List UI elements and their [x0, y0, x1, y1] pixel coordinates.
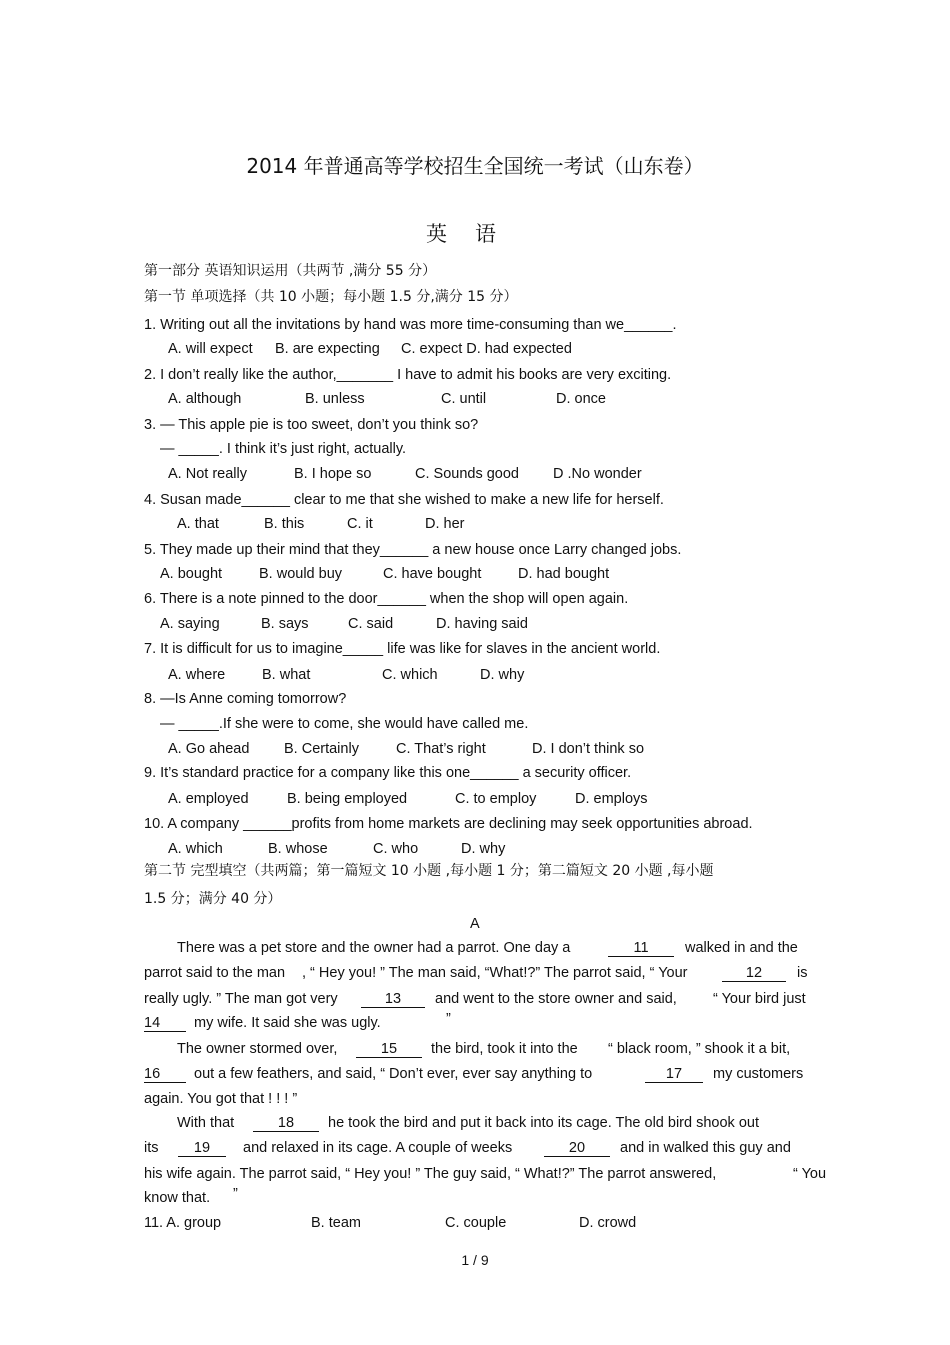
option: C. which — [382, 667, 438, 683]
passage-text: is — [797, 965, 808, 981]
passage-text: “ black room, ” shook it a bit, — [608, 1041, 791, 1057]
question-stem: 9. It’s standard practice for a company like this one______ a security officer. — [144, 765, 632, 781]
passage-text: and relaxed in its cage. A couple of weeks — [243, 1140, 513, 1156]
question-reply: — _____.If she were to come, she would have called me. — [160, 716, 529, 732]
option: B. being employed — [287, 791, 408, 807]
passage-text: “ You — [793, 1166, 827, 1182]
passage-text: he took the bird and put it back into its cage. The old bird shook out — [328, 1115, 759, 1131]
blank-11: 11 — [608, 939, 674, 957]
blank-18: 18 — [253, 1114, 319, 1132]
passage-text: , “ Hey you! ” The man said, “What!?” The parrot said, “ Your — [302, 965, 688, 981]
option: B. says — [261, 616, 309, 632]
question-stem: 6. There is a note pinned to the door______ when the shop will open again. — [144, 591, 629, 607]
passage-text: out a few feathers, and said, “ Don’t ever, ever say anything to — [194, 1066, 593, 1082]
question-stem: 11. A. group — [144, 1215, 222, 1231]
passage-text: again. You got that ! ! ! ” — [144, 1091, 298, 1107]
option: C. That’s right — [396, 741, 486, 757]
option: C. it — [347, 516, 373, 532]
exam-title: 2014 年普通高等学校招生全国统一考试（山东卷） — [246, 154, 704, 178]
option: D. employs — [575, 791, 648, 807]
question-stem: 1. Writing out all the invitations by hand was more time-consuming than we______. — [144, 317, 677, 333]
option: B. unless — [305, 391, 365, 407]
option: C. Sounds good — [415, 466, 519, 482]
blank-19: 19 — [178, 1139, 226, 1157]
question-stem: 7. It is difficult for us to imagine_____ life was like for slaves in the ancient world. — [144, 641, 661, 657]
blank-13: 13 — [361, 990, 425, 1008]
question-stem: 2. I don’t really like the author,_______ I have to admit his books are very exciting. — [144, 367, 672, 383]
option: D .No wonder — [553, 466, 642, 482]
passage-text: really ugly. ” The man got very — [144, 991, 338, 1007]
blank-17: 17 — [645, 1065, 703, 1083]
passage-text: parrot said to the man — [144, 965, 286, 981]
section-2-heading: 第二节 完型填空（共两篇；第一篇短文 10 小题 ,每小题 1 分；第二篇短文 20 小题 ,每小题 — [144, 863, 714, 879]
blank-20: 20 — [544, 1139, 610, 1157]
option: B. team — [311, 1215, 361, 1231]
passage-text: my wife. It said she was ugly. — [194, 1015, 381, 1031]
question-stem: 8. —Is Anne coming tomorrow? — [144, 691, 347, 707]
option: C. have bought — [383, 566, 482, 582]
blank-12: 12 — [722, 964, 786, 982]
question-stem: 5. They made up their mind that they______ a new house once Larry changed jobs. — [144, 542, 682, 558]
passage-text: his wife again. The parrot said, “ Hey you! ” The guy said, “ What!?” The parrot answered, — [144, 1166, 717, 1182]
option: D. once — [556, 391, 606, 407]
option: A. saying — [160, 616, 220, 632]
blank-14: 14 — [144, 1014, 186, 1032]
option: B. whose — [268, 841, 328, 857]
passage-text: ” — [233, 1186, 238, 1202]
section-1-heading: 第一节 单项选择（共 10 小题；每小题 1.5 分,满分 15 分） — [144, 289, 518, 305]
option: B. are expecting — [275, 341, 380, 357]
passage-text: my customers — [713, 1066, 804, 1082]
option: C. couple — [445, 1215, 507, 1231]
passage-text: ” — [446, 1011, 451, 1027]
option: A. will expect — [168, 341, 253, 357]
option: A. bought — [160, 566, 223, 582]
blank-15: 15 — [356, 1040, 422, 1058]
option: D. her — [425, 516, 465, 532]
option: D. crowd — [579, 1215, 637, 1231]
passage-text: its — [144, 1140, 159, 1156]
part-1-heading: 第一部分 英语知识运用（共两节 ,满分 55 分） — [144, 263, 437, 279]
passage-text: know that. — [144, 1190, 211, 1206]
blank-16: 16 — [144, 1065, 186, 1083]
option: C. to employ — [455, 791, 537, 807]
option: C. said — [348, 616, 394, 632]
option: B. Certainly — [284, 741, 359, 757]
option: A. where — [168, 667, 226, 683]
option: C. expect D. had expected — [401, 341, 572, 357]
question-stem: 3. — This apple pie is too sweet, don’t you think so? — [144, 417, 479, 433]
option: B. this — [264, 516, 305, 532]
passage-text: and in walked this guy and — [620, 1140, 791, 1156]
option: A. Go ahead — [168, 741, 250, 757]
passage-label: A — [470, 916, 480, 932]
option: D. having said — [436, 616, 528, 632]
option: A. employed — [168, 791, 249, 807]
option: B. would buy — [259, 566, 343, 582]
option: B. what — [262, 667, 311, 683]
question-reply: — _____. I think it’s just right, actually. — [160, 441, 407, 457]
passage-text: walked in and the — [685, 940, 798, 956]
question-stem: 10. A company ______profits from home markets are declining may seek opportunities abroad. — [144, 816, 753, 832]
option: B. I hope so — [294, 466, 372, 482]
passage-text: and went to the store owner and said, — [435, 991, 677, 1007]
passage-text: There was a pet store and the owner had a parrot. One day a — [177, 940, 571, 956]
passage-text: the bird, took it into the — [431, 1041, 578, 1057]
passage-text: “ Your bird just — [713, 991, 806, 1007]
question-stem: 4. Susan made______ clear to me that she wished to make a new life for herself. — [144, 492, 664, 508]
option: A. Not really — [168, 466, 247, 482]
page-number: 1 / 9 — [461, 1252, 489, 1268]
option: C. who — [373, 841, 419, 857]
section-2-heading-cont: 1.5 分；满分 40 分） — [144, 891, 282, 907]
passage-text: The owner stormed over, — [177, 1041, 338, 1057]
option: D. had bought — [518, 566, 610, 582]
option: D. why — [461, 841, 506, 857]
subject-title: 英语 — [426, 222, 524, 246]
option: A. that — [177, 516, 219, 532]
option: C. until — [441, 391, 487, 407]
option: A. which — [168, 841, 223, 857]
option: D. why — [480, 667, 525, 683]
option: A. although — [168, 391, 242, 407]
passage-text: With that — [177, 1115, 235, 1131]
option: D. I don’t think so — [532, 741, 645, 757]
